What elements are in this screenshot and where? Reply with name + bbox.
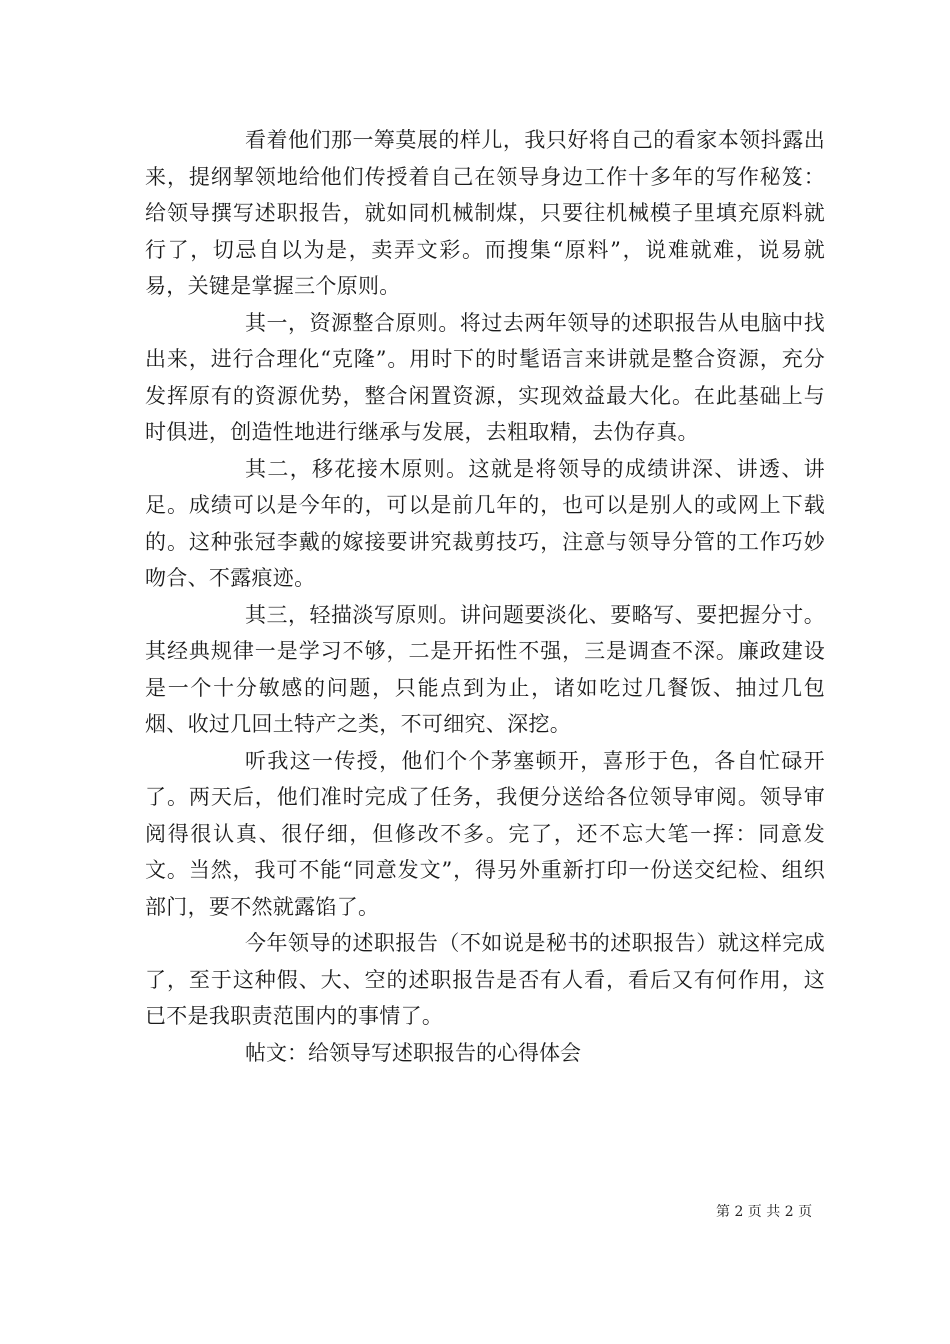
paragraph-1: 看着他们那一筹莫展的样儿，我只好将自己的看家本领抖露出来，提纲挈领地给他们传授着自己在领导身边工作十多年的写作秘笈：给领导撰写述职报告，就如同机械制煤，只要往机械模子里填充原料就行了，切忌自以为是，卖弄文彩。而搜集“原料”，说难就难，说易就易，关键是掌握三个原则。 xyxy=(145,128,825,298)
paragraph-5: 听我这一传授，他们个个茅塞顿开，喜形于色，各自忙碌开了。两天后，他们准时完成了任务，我便分送给各位领导审阅。领导审阅得很认真、很仔细，但修改不多。完了，还不忘大笔一挥：同意发文。当然，我可不能“同意发文”，得另外重新打印一份送交纪检、组织部门，要不然就露馅了。 xyxy=(145,748,825,919)
paragraph-4: 其三，轻描淡写原则。讲问题要淡化、要略写、要把握分寸。其经典规律一是学习不够，二是开拓性不强，三是调查不深。廉政建设是一个十分敏感的问题，只能点到为止，诸如吃过几餐饭、抽过几包烟、收过几回土特产之类，不可细究、深挖。 xyxy=(145,602,825,736)
page-number-footer: 第 2 页 共 2 页 xyxy=(716,1204,813,1220)
document-body xyxy=(145,122,825,1071)
paragraph-2: 其一，资源整合原则。将过去两年领导的述职报告从电脑中找出来，进行合理化“克隆”。用时下的时髦语言来讲就是整合资源，充分发挥原有的资源优势，整合闲置资源，实现效益最大化。在此基础上与时俱进，创造性地进行继承与发展，去粗取精，去伪存真。 xyxy=(145,310,825,444)
paragraph-3: 其二，移花接木原则。这就是将领导的成绩讲深、讲透、讲足。成绩可以是今年的，可以是前几年的，也可以是别人的或网上下载的。这种张冠李戴的嫁接要讲究裁剪技巧，注意与领导分管的工作巧妙吻合、不露痕迹。 xyxy=(145,456,825,590)
paragraph-6: 今年领导的述职报告（不如说是秘书的述职报告）就这样完成了，至于这种假、大、空的述职报告是否有人看，看后又有何作用，这已不是我职责范围内的事情了。 xyxy=(145,931,825,1028)
post-title-line: 帖文：给领导写述职报告的心得体会 xyxy=(245,1040,581,1065)
